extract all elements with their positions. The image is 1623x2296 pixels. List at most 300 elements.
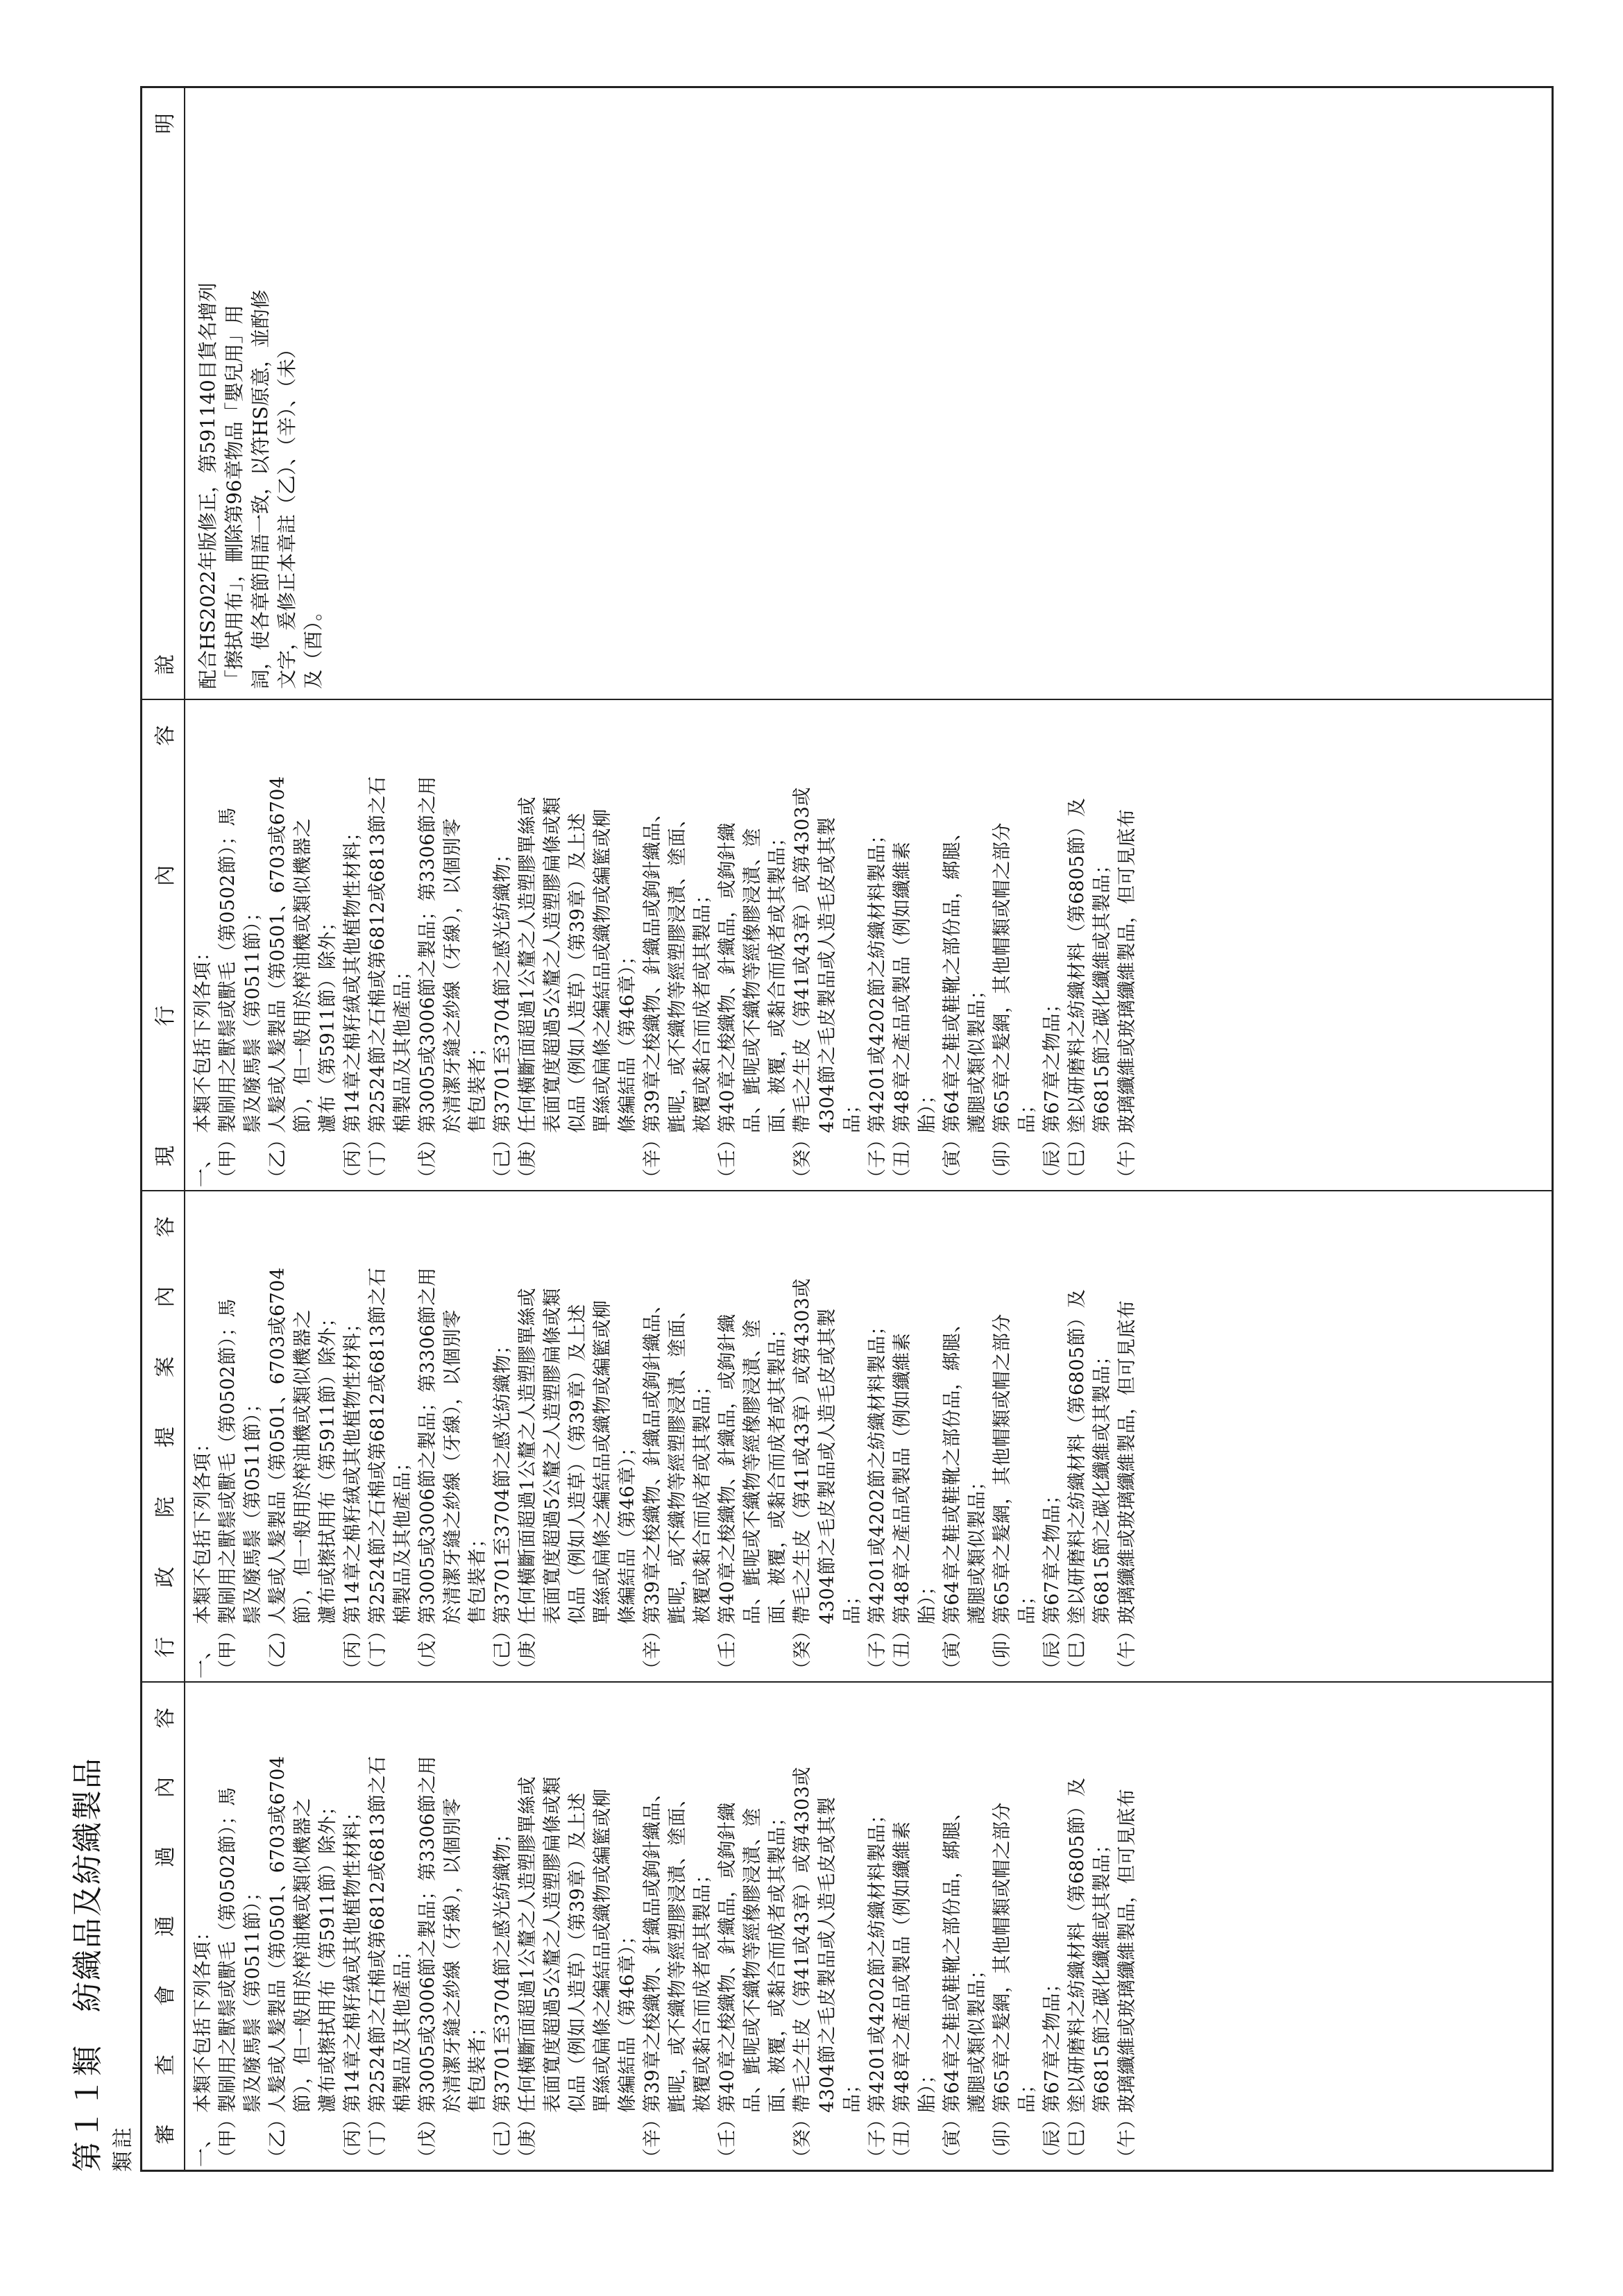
note-item-text [890, 1687, 940, 2113]
header-char: 審 [153, 2124, 178, 2145]
note-item-text [715, 1687, 790, 2113]
note-item-text [940, 1687, 990, 2113]
header-review [142, 1683, 184, 2170]
comparison-table [140, 86, 1554, 2172]
note-item-label: （戊） [417, 1130, 439, 1187]
note-item-label: （癸） [792, 1130, 813, 1187]
header-char: 院 [153, 1497, 178, 1517]
note-item [1040, 704, 1065, 1187]
note-item-text [366, 1687, 416, 2113]
header-char: 案 [153, 1357, 178, 1377]
note-line: 任何橫斷面超過1公釐之人造塑膠單絲或 [517, 1776, 538, 2113]
note-line: 玻璃纖維或玻璃纖維製品，但可見底布 [1116, 808, 1138, 1133]
note-item-text [366, 1196, 416, 1624]
note-item-text [790, 704, 865, 1133]
note-line: 製刷用之獸鬃或獸毛（第0502節）；馬 [217, 1298, 239, 1624]
explanation-line: 配合HS2022年版修正，第591140目貨名增列 [196, 282, 219, 689]
note-item [1065, 1687, 1115, 2167]
note-line: 第39章之梭織物、針織品或鉤針織品、 [642, 803, 663, 1133]
header-char: 說 [153, 654, 178, 675]
note-item-text [341, 704, 366, 1133]
note-line: 4304節之毛皮製品或人造毛皮或其製 [817, 817, 838, 1133]
note-item-text [990, 1687, 1040, 2113]
note-line: 塗以研磨料之紡織材料（第6805節）及 [1067, 1289, 1088, 1624]
note-item-text [640, 704, 715, 1133]
note-line: 面、被覆，或黏合而成者或其製品； [767, 1808, 788, 2113]
note-item [990, 704, 1040, 1187]
note-item-label: 一、 [192, 1149, 214, 1187]
note-line: 氈呢，或不織物等經塑膠浸漬、塗面、 [667, 1300, 688, 1624]
note-line: 似品（例如人造草）（第39章）及上述 [567, 1792, 588, 2113]
note-line: 棉製品及其他產品； [392, 1941, 414, 2113]
note-line: 製刷用之獸鬃或獸毛（第0502節）；馬 [217, 807, 239, 1133]
note-item [1115, 704, 1140, 1187]
note-line: 塗以研磨料之紡織材料（第6805節）及 [1067, 797, 1088, 1133]
note-item [990, 1196, 1040, 1678]
note-item-text [516, 1196, 640, 1624]
note-line: 被覆或黏合而成者或其製品； [692, 1376, 713, 1624]
note-item-text [266, 1196, 341, 1624]
note-item [341, 1687, 366, 2167]
note-line: 表面寬度超過5公釐之人造塑膠扁條或類 [542, 796, 563, 1133]
note-item [715, 704, 790, 1187]
note-item [266, 1687, 341, 2167]
note-line: 第2524節之石棉或第6812或6813節之石 [367, 1267, 389, 1624]
note-line: 第2524節之石棉或第6812或6813節之石 [367, 776, 389, 1133]
note-line: 人髮或人髮製品（第0501、6703或6704 [267, 776, 289, 1133]
note-line: 節），但一般用於榨油機或類似機器之 [292, 1309, 314, 1624]
note-line: 第39章之梭織物、針織品或鉤針織品、 [642, 1783, 663, 2113]
note-line: 製刷用之獸鬃或獸毛（第0502節）；馬 [217, 1787, 239, 2113]
page-title: 第１１類 紡織品及紡織製品 [70, 1757, 105, 2172]
note-item [1040, 1687, 1065, 2167]
note-line: 第3005或3006節之製品；第3306節之用 [417, 1755, 439, 2113]
note-item-text [216, 704, 266, 1133]
note-item [890, 704, 940, 1187]
note-line: 被覆或黏合而成者或其製品； [692, 1864, 713, 2113]
note-line: 胎）； [917, 1576, 938, 1624]
note-item [790, 1196, 865, 1678]
note-line: 第4201或4202節之紡織材料製品； [867, 825, 888, 1133]
note-line: 被覆或黏合而成者或其製品； [692, 885, 713, 1133]
note-line: 氈呢，或不織物等經塑膠浸漬、塗面、 [667, 1788, 688, 2113]
explanation-column [185, 88, 1552, 699]
note-item [516, 704, 640, 1187]
current-column [185, 700, 1552, 1190]
note-line: 單絲或扁條之編結品或織物或編籃或柳 [592, 1788, 613, 2113]
note-item [366, 1196, 416, 1678]
header-current [142, 700, 184, 1191]
note-line: 第48章之產品或製品（例如纖維素 [892, 1332, 913, 1624]
note-line: 第67章之物品； [1042, 1973, 1063, 2113]
note-item [216, 704, 266, 1187]
review-column [185, 1683, 1552, 2170]
note-line: 帶毛之生皮（第41或43章）或第4303或 [792, 1278, 813, 1624]
note-item-text [940, 1196, 990, 1624]
note-line: 品； [842, 1095, 863, 1133]
note-line: 第4201或4202節之紡織材料製品； [867, 1316, 888, 1624]
note-item-label: （卯） [992, 1130, 1013, 1187]
note-line: 氈呢，或不織物等經塑膠浸漬、塗面、 [667, 808, 688, 1133]
note-line: 品； [842, 2075, 863, 2113]
note-line: 第3701至3704節之感光紡織物； [492, 844, 513, 1133]
header-char: 內 [153, 1286, 178, 1307]
note-line: 售包裝者； [467, 1037, 488, 1133]
note-item-label: （辛） [642, 1621, 663, 1678]
note-line: 第67章之物品； [1042, 1485, 1063, 1624]
note-item [416, 704, 491, 1187]
note-item-label: （庚） [517, 1130, 538, 1187]
note-item-label: （乙） [267, 1130, 289, 1187]
note-item-text [416, 1687, 491, 2113]
note-line: 第40章之梭織物、針織品，或鉤針織 [717, 1313, 738, 1624]
note-line: 任何橫斷面超過1公釐之人造塑膠單絲或 [517, 1287, 538, 1624]
note-item-text [1040, 704, 1065, 1133]
note-item-label: 一、 [192, 2129, 214, 2167]
note-item-label: （甲） [217, 1621, 239, 1678]
note-line: 表面寬度超過5公釐之人造塑膠扁條或類 [542, 1776, 563, 2113]
note-item-label: （卯） [992, 1621, 1013, 1678]
note-line: 單絲或扁條之編結品或織物或編籃或柳 [592, 1300, 613, 1624]
note-item-text [191, 704, 216, 1133]
note-item-text [491, 704, 516, 1133]
note-line: 本類不包括下列各項： [192, 942, 214, 1133]
note-item-label: （子） [867, 1130, 888, 1187]
note-line: 第3701至3704節之感光紡織物； [492, 1823, 513, 2113]
note-item-text [640, 1687, 715, 2113]
note-line: 第3005或3006節之製品；第3306節之用 [417, 776, 439, 1133]
note-item-label: （壬） [717, 1621, 738, 1678]
note-line: 第39章之梭織物、針織品或鉤針織品、 [642, 1294, 663, 1624]
note-item-text [790, 1687, 865, 2113]
header-char: 提 [153, 1427, 178, 1447]
note-line: 護腿或類似製品； [967, 1472, 988, 1624]
header-char: 政 [153, 1567, 178, 1588]
note-line: 胎）； [917, 1085, 938, 1133]
note-item-text [491, 1687, 516, 2113]
note-item-label: （午） [1116, 1621, 1138, 1678]
note-item-label: （辰） [1042, 1130, 1063, 1187]
note-line: 棉製品及其他產品； [392, 961, 414, 1133]
note-item-text [1040, 1196, 1065, 1624]
note-item-text [1115, 1687, 1140, 2113]
note-item-text [516, 704, 640, 1133]
note-line: 於清潔牙縫之紗線（牙線），以個別零 [442, 1309, 464, 1624]
note-item-label: （辰） [1042, 2109, 1063, 2167]
note-item-text [715, 1196, 790, 1624]
note-line: 胎）； [917, 2065, 938, 2113]
note-item [416, 1196, 491, 1678]
rotated-page-content [62, 86, 1554, 2172]
note-line: 第64章之鞋或鞋靴之部份品，綁腿、 [942, 1313, 963, 1624]
note-item-text [890, 1196, 940, 1624]
note-line: 第40章之梭織物、針織品，或鉤針織 [717, 1802, 738, 2113]
note-line: 本類不包括下列各項： [192, 1922, 214, 2113]
note-item-text [865, 1687, 890, 2113]
note-item [416, 1687, 491, 2167]
note-item-label: （午） [1116, 2109, 1138, 2167]
note-item-text [341, 1196, 366, 1624]
note-item [216, 1687, 266, 2167]
note-item-text [216, 1196, 266, 1624]
note-line: 第65章之髮網，其他帽類或帽之部分 [992, 822, 1013, 1133]
note-line: 濾布（第5911節）除外； [317, 912, 339, 1133]
note-line: 護腿或類似製品； [967, 1960, 988, 2113]
note-item [491, 1196, 516, 1678]
explanation-line: 文字，爰修正本章註（乙）、（辛）、（未） [275, 339, 298, 689]
note-line: 表面寬度超過5公釐之人造塑膠扁條或類 [542, 1287, 563, 1624]
note-item [341, 704, 366, 1187]
note-item-label: （寅） [942, 2109, 963, 2167]
note-item-label: （庚） [517, 1621, 538, 1678]
section-label: 類註 [111, 2125, 135, 2172]
note-item-text [216, 1687, 266, 2113]
note-line: 節），但一般用於榨油機或類似機器之 [292, 1798, 314, 2113]
header-proposal [142, 1191, 184, 1683]
note-line: 第3005或3006節之製品；第3306節之用 [417, 1267, 439, 1624]
note-line: 第6815節之碳化纖維或其製品； [1091, 1346, 1113, 1624]
note-item-text [1065, 704, 1115, 1133]
note-item [990, 1687, 1040, 2167]
note-line: 品、氈呢或不織物等經橡膠浸漬、塗 [742, 1808, 763, 2113]
note-item-text [1065, 1196, 1115, 1624]
note-item-label: （甲） [217, 1130, 239, 1187]
note-line: 人髮或人髮製品（第0501、6703或6704 [267, 1267, 289, 1624]
note-item-label: （寅） [942, 1130, 963, 1187]
note-item [890, 1196, 940, 1678]
note-item [890, 1687, 940, 2167]
note-line: 帶毛之生皮（第41或43章）或第4303或 [792, 787, 813, 1133]
note-item-label: （丁） [367, 2109, 389, 2167]
note-item [266, 704, 341, 1187]
note-item [516, 1196, 640, 1678]
note-item [191, 1687, 216, 2167]
note-item [1065, 1196, 1115, 1678]
note-item [790, 1687, 865, 2167]
note-item [341, 1196, 366, 1678]
note-line: 鬃及廢馬鬃（第0511節）； [242, 1882, 264, 2113]
note-line: 鬃及廢馬鬃（第0511節）； [242, 902, 264, 1133]
note-line: 條編結品（第46章）； [617, 946, 638, 1133]
note-item [940, 704, 990, 1187]
explanation-line: 及（酉）。 [302, 601, 325, 689]
note-item-label: （辰） [1042, 1621, 1063, 1678]
note-item [865, 704, 890, 1187]
note-line: 第65章之髮網，其他帽類或帽之部分 [992, 1802, 1013, 2113]
note-item-label: （丙） [342, 1621, 364, 1678]
note-line: 玻璃纖維或玻璃纖維製品，但可見底布 [1116, 1300, 1138, 1624]
note-line: 第2524節之石棉或第6812或6813節之石 [367, 1755, 389, 2113]
note-line: 第64章之鞋或鞋靴之部份品，綁腿、 [942, 1802, 963, 2113]
header-char: 行 [153, 1005, 178, 1026]
note-line: 第14章之棉籽絨或其他植物性材料； [342, 822, 364, 1133]
note-item [216, 1196, 266, 1678]
note-item-label: （丑） [892, 1130, 913, 1187]
note-item [790, 704, 865, 1187]
note-item-text [715, 704, 790, 1133]
header-char: 現 [153, 1146, 178, 1166]
note-item-label: （己） [492, 1130, 513, 1187]
note-item-text [491, 1196, 516, 1624]
note-item-label: （戊） [417, 1621, 439, 1678]
note-item-label: （丁） [367, 1621, 389, 1678]
note-item-label: （寅） [942, 1621, 963, 1678]
note-item-label: （己） [492, 1621, 513, 1678]
note-item-label: （午） [1116, 1130, 1138, 1187]
note-item-text [865, 704, 890, 1133]
note-item-label: 一、 [192, 1640, 214, 1678]
note-line: 濾布或擦拭用布（第5911節）除外； [317, 1308, 339, 1624]
note-item [1040, 1196, 1065, 1678]
note-line: 第48章之產品或製品（例如纖維素 [892, 841, 913, 1133]
note-line: 第14章之棉籽絨或其他植物性材料； [342, 1313, 364, 1624]
note-line: 本類不包括下列各項： [192, 1434, 214, 1624]
note-item-label: （子） [867, 1621, 888, 1678]
header-char: 查 [153, 2055, 178, 2075]
note-item [640, 704, 715, 1187]
explanation-line: 「擦拭用布」，刪除第96章物品「嬰兒用」用 [223, 305, 246, 689]
note-item-label: （子） [867, 2109, 888, 2167]
note-item-label: （壬） [717, 2109, 738, 2167]
note-line: 條編結品（第46章）； [617, 1437, 638, 1624]
note-line: 第6815節之碳化纖維或其製品； [1091, 855, 1113, 1133]
note-item-label: （己） [492, 2109, 513, 2167]
note-item-text [1040, 1687, 1065, 2113]
header-char: 通 [153, 1916, 178, 1937]
explanation-line: 詞，使各章節用語一致，以符HS原意，並酌修 [249, 289, 272, 689]
note-item [366, 704, 416, 1187]
note-item-label: （丙） [342, 1130, 364, 1187]
note-item-label: （甲） [217, 2109, 239, 2167]
note-line: 面、被覆，或黏合而成者或其製品； [767, 828, 788, 1133]
note-item [1115, 1687, 1140, 2167]
note-item [865, 1687, 890, 2167]
note-line: 玻璃纖維或玻璃纖維製品，但可見底布 [1116, 1788, 1138, 2113]
note-line: 濾布或擦拭用布（第5911節）除外； [317, 1796, 339, 2113]
note-item-label: （巳） [1067, 1621, 1088, 1678]
note-item [940, 1687, 990, 2167]
note-item-label: （丑） [892, 1621, 913, 1678]
note-item-label: （癸） [792, 2109, 813, 2167]
note-item-text [191, 1196, 216, 1624]
note-line: 第48章之產品或製品（例如纖維素 [892, 1821, 913, 2113]
note-item-text [890, 704, 940, 1133]
note-item-text [1115, 1196, 1140, 1624]
proposal-column [185, 1191, 1552, 1681]
note-item [940, 1196, 990, 1678]
note-line: 第4201或4202節之紡織材料製品； [867, 1805, 888, 2113]
note-line: 售包裝者； [467, 2017, 488, 2113]
note-item [865, 1196, 890, 1678]
note-item [491, 704, 516, 1187]
note-item-text [990, 704, 1040, 1133]
note-item-text [1065, 1687, 1115, 2113]
note-item-label: （壬） [717, 1130, 738, 1187]
note-item [491, 1687, 516, 2167]
note-line: 品、氈呢或不織物等經橡膠浸漬、塗 [742, 1319, 763, 1624]
note-line: 第14章之棉籽絨或其他植物性材料； [342, 1802, 364, 2113]
header-char: 容 [153, 1708, 178, 1728]
note-item-label: （乙） [267, 2109, 289, 2167]
note-item [366, 1687, 416, 2167]
note-item-label: （巳） [1067, 1130, 1088, 1187]
note-item [715, 1196, 790, 1678]
note-line: 品； [842, 1586, 863, 1624]
note-item-label: （癸） [792, 1621, 813, 1678]
note-item-text [266, 704, 341, 1133]
note-line: 品； [1017, 2075, 1038, 2113]
header-char: 會 [153, 1985, 178, 2006]
note-item-label: （丁） [367, 1130, 389, 1187]
note-line: 棉製品及其他產品； [392, 1452, 414, 1624]
table-header-row [142, 88, 185, 2170]
note-item-text [191, 1687, 216, 2113]
note-item-text [940, 704, 990, 1133]
note-line: 4304節之毛皮製品或人造毛皮或其製 [817, 1308, 838, 1624]
note-line: 第6815節之碳化纖維或其製品； [1091, 1835, 1113, 2113]
note-line: 面、被覆，或黏合而成者或其製品； [767, 1319, 788, 1624]
note-line: 品； [1017, 1095, 1038, 1133]
note-line: 品、氈呢或不織物等經橡膠浸漬、塗 [742, 828, 763, 1133]
note-item-text [990, 1196, 1040, 1624]
note-line: 品； [1017, 1586, 1038, 1624]
note-line: 第40章之梭織物、針織品，或鉤針織 [717, 822, 738, 1133]
note-line: 鬃及廢馬鬃（第0511節）； [242, 1393, 264, 1624]
header-explanation [142, 88, 184, 700]
note-line: 於清潔牙縫之紗線（牙線），以個別零 [442, 818, 464, 1133]
note-line: 任何橫斷面超過1公釐之人造塑膠單絲或 [517, 796, 538, 1133]
note-item-label: （丙） [342, 2109, 364, 2167]
note-item [516, 1687, 640, 2167]
note-line: 於清潔牙縫之紗線（牙線），以個別零 [442, 1798, 464, 2113]
note-item [266, 1196, 341, 1678]
note-item [191, 704, 216, 1187]
note-item-text [640, 1196, 715, 1624]
note-line: 條編結品（第46章）； [617, 1925, 638, 2113]
note-item [715, 1687, 790, 2167]
note-item-text [416, 1196, 491, 1624]
header-char: 容 [153, 1216, 178, 1237]
note-item-label: （乙） [267, 1621, 289, 1678]
note-line: 第67章之物品； [1042, 994, 1063, 1133]
note-item-text [416, 704, 491, 1133]
note-line: 人髮或人髮製品（第0501、6703或6704 [267, 1755, 289, 2113]
note-item-label: （卯） [992, 2109, 1013, 2167]
note-item-label: （巳） [1067, 2109, 1088, 2167]
header-char: 內 [153, 865, 178, 886]
note-line: 第3701至3704節之感光紡織物； [492, 1335, 513, 1624]
note-item-text [865, 1196, 890, 1624]
note-item-label: （庚） [517, 2109, 538, 2167]
note-item-text [516, 1687, 640, 2113]
note-item-text [366, 704, 416, 1133]
note-item [191, 1196, 216, 1678]
note-line: 帶毛之生皮（第41或43章）或第4303或 [792, 1767, 813, 2113]
note-line: 單絲或扁條之編結品或織物或編籃或柳 [592, 808, 613, 1133]
note-item [1065, 704, 1115, 1187]
note-item-label: （戊） [417, 2109, 439, 2167]
header-char: 行 [153, 1637, 178, 1658]
note-item [640, 1196, 715, 1678]
note-line: 售包裝者； [467, 1529, 488, 1624]
header-char: 明 [153, 113, 178, 134]
note-line: 似品（例如人造草）（第39章）及上述 [567, 813, 588, 1133]
note-item-text [341, 1687, 366, 2113]
header-char: 容 [153, 725, 178, 746]
note-line: 4304節之毛皮製品或人造毛皮或其製 [817, 1796, 838, 2113]
header-char: 過 [153, 1846, 178, 1867]
note-item [1115, 1196, 1140, 1678]
